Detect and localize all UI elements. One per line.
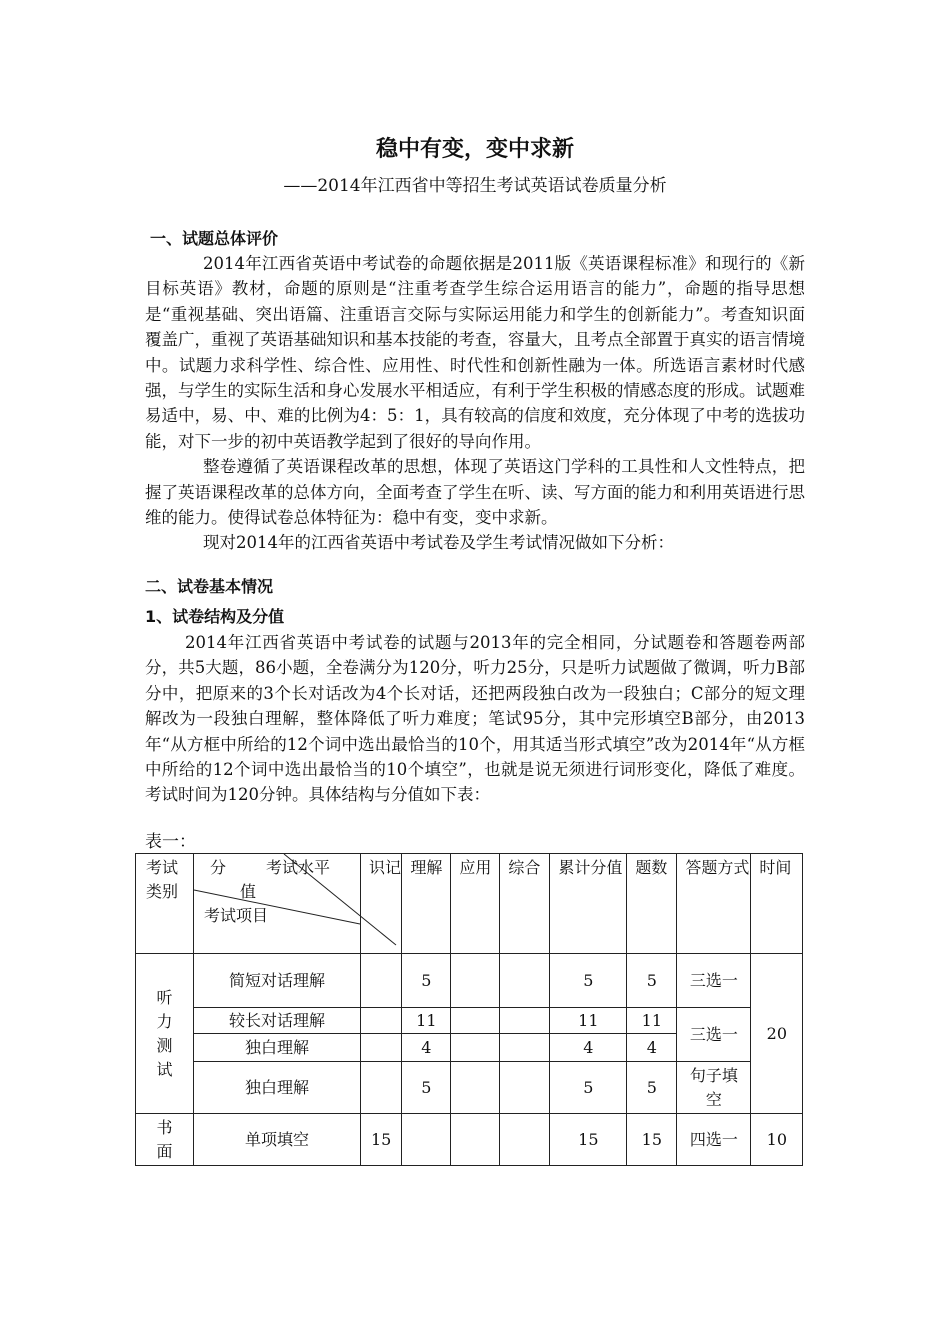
row5-yingyong bbox=[451, 1114, 500, 1166]
row5-item: 单项填空 bbox=[194, 1114, 361, 1166]
header-diag-item: 考试项目 bbox=[204, 906, 269, 925]
header-shiji: 识记 bbox=[361, 854, 402, 954]
row5-time: 10 bbox=[751, 1114, 803, 1166]
row3-item: 独白理解 bbox=[194, 1034, 361, 1062]
page-subtitle: ——2014年江西省中等招生考试英语试卷质量分析 bbox=[283, 176, 667, 196]
row2-zonghe bbox=[500, 1008, 550, 1034]
row1-total: 5 bbox=[550, 954, 627, 1008]
row4-zonghe bbox=[500, 1062, 550, 1114]
row4-yingyong bbox=[451, 1062, 500, 1114]
row2-lijie: 11 bbox=[402, 1008, 451, 1034]
row2-shiji bbox=[361, 1008, 402, 1034]
row5-mode: 四选一 bbox=[677, 1114, 751, 1166]
table-row bbox=[136, 1008, 803, 1034]
table-row bbox=[136, 1062, 803, 1114]
row5-total: 15 bbox=[550, 1114, 627, 1166]
section1-heading: 一、试题总体评价 bbox=[150, 229, 279, 248]
header-zonghe: 综合 bbox=[500, 854, 550, 954]
section2-body bbox=[145, 630, 805, 808]
header-total: 累计分值 bbox=[550, 854, 627, 954]
row3-lijie: 4 bbox=[402, 1034, 451, 1062]
row1-count: 5 bbox=[627, 954, 677, 1008]
row1-item: 简短对话理解 bbox=[194, 954, 361, 1008]
header-lijie: 理解 bbox=[402, 854, 451, 954]
header-diag-fen: 分 bbox=[210, 858, 227, 877]
section1-paragraph-1: 2014年江西省英语中考试卷的命题依据是2011版《英语课程标准》和现行的《新目标英语》教材，命题的原则是“注重考查学生综合运用语言的能力”，命题的指导思想是“重视基础、突出语篇、注重语言交际与实际运用能力和学生的创新能力”。考查知识面覆盖广，重视了英语基础知识和基本技能的考查，容量大，且考点全部置于真实的语言情境中。试题力求科学性、综合性、应用性、时代性和创新性融为一体。所选语言素材时代感强，与学生的实际生活和身心发展水平相适应，有利于学生积极的情感态度的形成。试题难易适中，易、中、难的比例为4：5：1，具有较高的信度和效度，充分体现了中考的选拔功能，对下一步的初中英语教学起到了很好的导向作用。 bbox=[145, 254, 805, 451]
row3-yingyong bbox=[451, 1034, 500, 1062]
section1-paragraph-3: 现对2014年的江西省英语中考试卷及学生考试情况做如下分析： bbox=[203, 533, 674, 553]
row4-item: 独白理解 bbox=[194, 1062, 361, 1114]
group2-category: 书面 bbox=[136, 1114, 194, 1166]
table-row bbox=[136, 1114, 803, 1166]
row1-mode: 三选一 bbox=[677, 954, 751, 1008]
row2-total: 11 bbox=[550, 1008, 627, 1034]
row3-count: 4 bbox=[627, 1034, 677, 1062]
row5-lijie bbox=[402, 1114, 451, 1166]
header-diagonal-cell bbox=[194, 854, 361, 954]
section2-heading: 二、试卷基本情况 bbox=[145, 577, 274, 596]
header-diag-level: 考试水平 bbox=[266, 858, 331, 877]
header-count: 题数 bbox=[627, 854, 677, 954]
row4-mode: 句子填空 bbox=[677, 1062, 751, 1114]
section2-subheading: 1、试卷结构及分值 bbox=[145, 607, 285, 626]
row4-shiji bbox=[361, 1062, 402, 1114]
header-time: 时间 bbox=[751, 854, 803, 954]
row3-zonghe bbox=[500, 1034, 550, 1062]
header-yingyong: 应用 bbox=[451, 854, 500, 954]
row2-mode: 三选一 bbox=[677, 1008, 751, 1062]
row2-count: 11 bbox=[627, 1008, 677, 1034]
row4-count: 5 bbox=[627, 1062, 677, 1114]
row1-shiji bbox=[361, 954, 402, 1008]
structure-table bbox=[135, 853, 803, 1166]
row1-yingyong bbox=[451, 954, 500, 1008]
page-title: 稳中有变，变中求新 bbox=[375, 137, 574, 162]
table-row bbox=[136, 954, 803, 1008]
table-caption: 表一： bbox=[145, 832, 196, 852]
header-diag-zhi: 值 bbox=[240, 882, 257, 901]
group1-time: 20 bbox=[751, 954, 803, 1114]
row2-yingyong bbox=[451, 1008, 500, 1034]
row4-total: 5 bbox=[550, 1062, 627, 1114]
row1-zonghe bbox=[500, 954, 550, 1008]
group1-category: 听力测试 bbox=[136, 954, 194, 1114]
row3-shiji bbox=[361, 1034, 402, 1062]
section1-body bbox=[145, 251, 805, 556]
row5-shiji: 15 bbox=[361, 1114, 402, 1166]
row3-total: 4 bbox=[550, 1034, 627, 1062]
header-category: 考试类别 bbox=[136, 854, 194, 954]
row1-lijie: 5 bbox=[402, 954, 451, 1008]
header-mode: 答题方式 bbox=[677, 854, 751, 954]
table-header-row bbox=[136, 854, 803, 954]
section2-paragraph-1: 2014年江西省英语中考试卷的试题与2013年的完全相同，分试题卷和答题卷两部分，共5大题，86小题，全卷满分为120分，听力25分，只是听力试题做了微调，听力B部分中，把原来的3个长对话改为4个长对话，还把两段独白改为一段独白；C部分的短文理解改为一段独白理解，整体降低了听力难度；笔试95分，其中完形填空B部分，由2013年“从方框中所给的12个词中选出最恰当的10个，用其适当形式填空”改为2014年“从方框中所给的12个词中选出最恰当的10个填空”，也就是说无须进行词形变化，降低了难度。考试时间为120分钟。具体结构与分值如下表： bbox=[145, 633, 805, 805]
row2-item: 较长对话理解 bbox=[194, 1008, 361, 1034]
section1-paragraph-2: 整卷遵循了英语课程改革的思想，体现了英语这门学科的工具性和人文性特点，把握了英语课程改革的总体方向，全面考查了学生在听、读、写方面的能力和利用英语进行思维的能力。使得试卷总体特征为：稳中有变，变中求新。 bbox=[145, 457, 805, 528]
row4-lijie: 5 bbox=[402, 1062, 451, 1114]
row5-count: 15 bbox=[627, 1114, 677, 1166]
row5-zonghe bbox=[500, 1114, 550, 1166]
